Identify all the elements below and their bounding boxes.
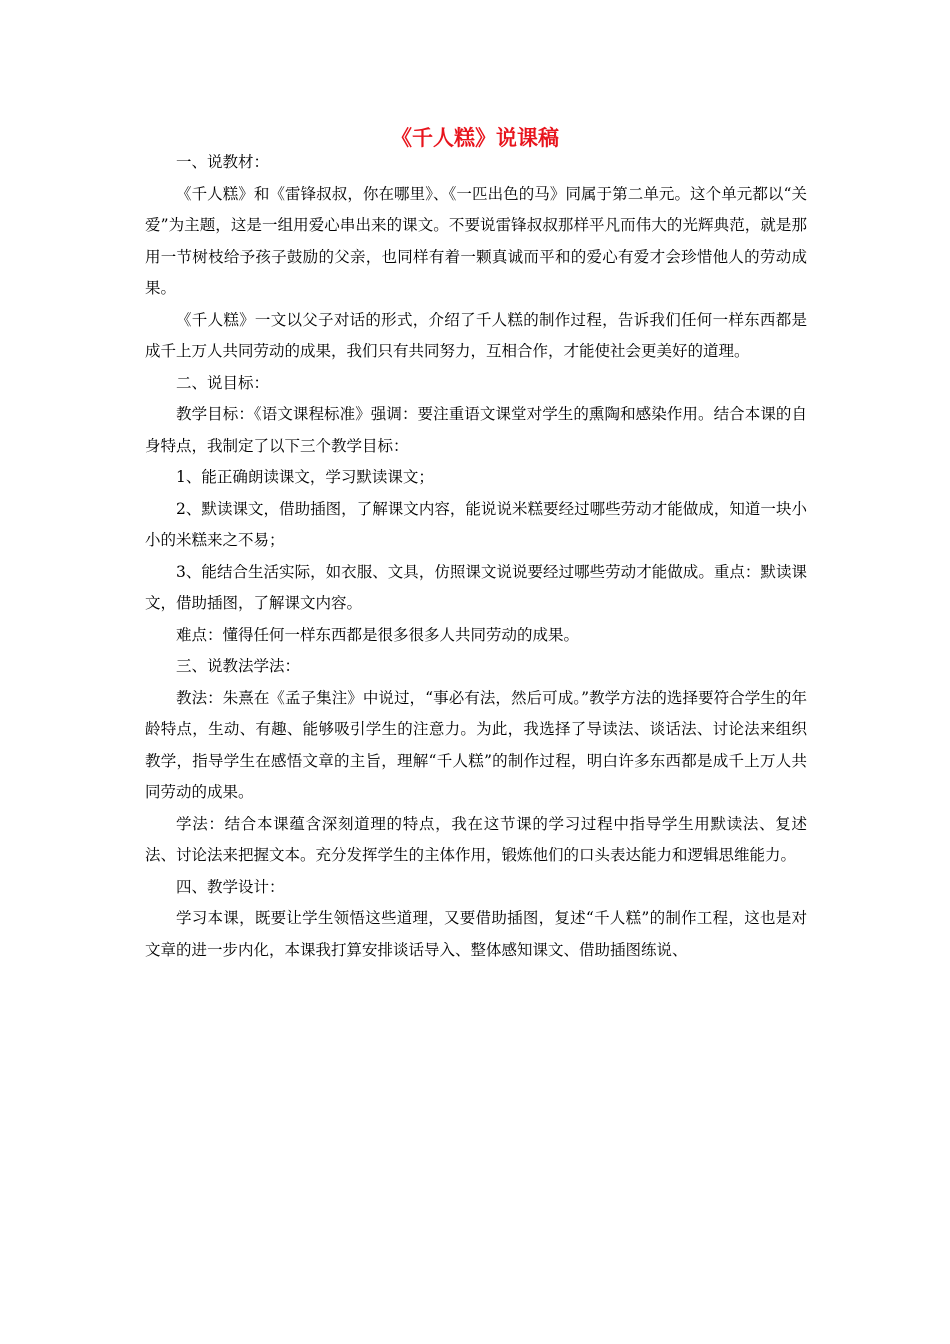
- paragraph: 教学目标：《语文课程标准》强调：要注重语文课堂对学生的熏陶和感染作用。结合本课的自身特点，我制定了以下三个教学目标：: [145, 405, 807, 455]
- document-title: 《千人糕》说课稿: [391, 125, 559, 150]
- goal-item: 1、能正确朗读课文，学习默读课文；: [176, 468, 434, 486]
- document-body: [145, 147, 807, 966]
- goal-item: 2、默读课文，借助插图，了解课文内容，能说说米糕要经过哪些劳动才能做成，知道一块小小的米糕来之不易；: [145, 499, 807, 549]
- paragraph: 教法：朱熹在《孟子集注》中说过，“事必有法，然后可成。”教学方法的选择要符合学生的年龄特点，生动、有趣、能够吸引学生的注意力。为此，我选择了导读法、谈话法、讨论法来组织教学，指导学生在感悟文章的主旨，理解“千人糕”的制作过程，明白许多东西都是成千上万人共同劳动的成果。: [145, 688, 807, 801]
- paragraph: 学习本课，既要让学生领悟这些道理，又要借助插图，复述“千人糕”的制作工程，这也是对文章的进一步内化，本课我打算安排谈话导入、整体感知课文、借助插图练说、: [145, 909, 807, 959]
- paragraph: 《千人糕》和《雷锋叔叔，你在哪里》、《一匹出色的马》同属于第二单元。这个单元都以“关爱”为主题，这是一组用爱心串出来的课文。不要说雷锋叔叔那样平凡而伟大的光辉典范，就是那用一节树枝给予孩子鼓励的父亲，也同样有着一颗真诚而平和的爱心有爱才会珍惜他人的劳动成果。: [145, 184, 807, 297]
- paragraph: 难点：懂得任何一样东西都是很多很多人共同劳动的成果。: [176, 625, 580, 644]
- section-heading-methods: 三、说教法学法：: [176, 657, 301, 675]
- paragraph: 学法：结合本课蕴含深刻道理的特点，我在这节课的学习过程中指导学生用默读法、复述法、讨论法来把握文本。充分发挥学生的主体作用，锻炼他们的口头表达能力和逻辑思维能力。: [145, 814, 807, 864]
- section-heading-design: 四、教学设计：: [176, 877, 285, 896]
- section-heading-goals: 二、说目标：: [176, 373, 270, 392]
- paragraph: 《千人糕》一文以父子对话的形式，介绍了千人糕的制作过程，告诉我们任何一样东西都是成千上万人共同劳动的成果，我们只有共同努力，互相合作，才能使社会更美好的道理。: [145, 310, 807, 360]
- goal-item: 3、能结合生活实际，如衣服、文具，仿照课文说说要经过哪些劳动才能做成。重点：默读课文，借助插图，了解课文内容。: [145, 562, 807, 612]
- section-heading-textbook: 一、说教材：: [176, 153, 270, 171]
